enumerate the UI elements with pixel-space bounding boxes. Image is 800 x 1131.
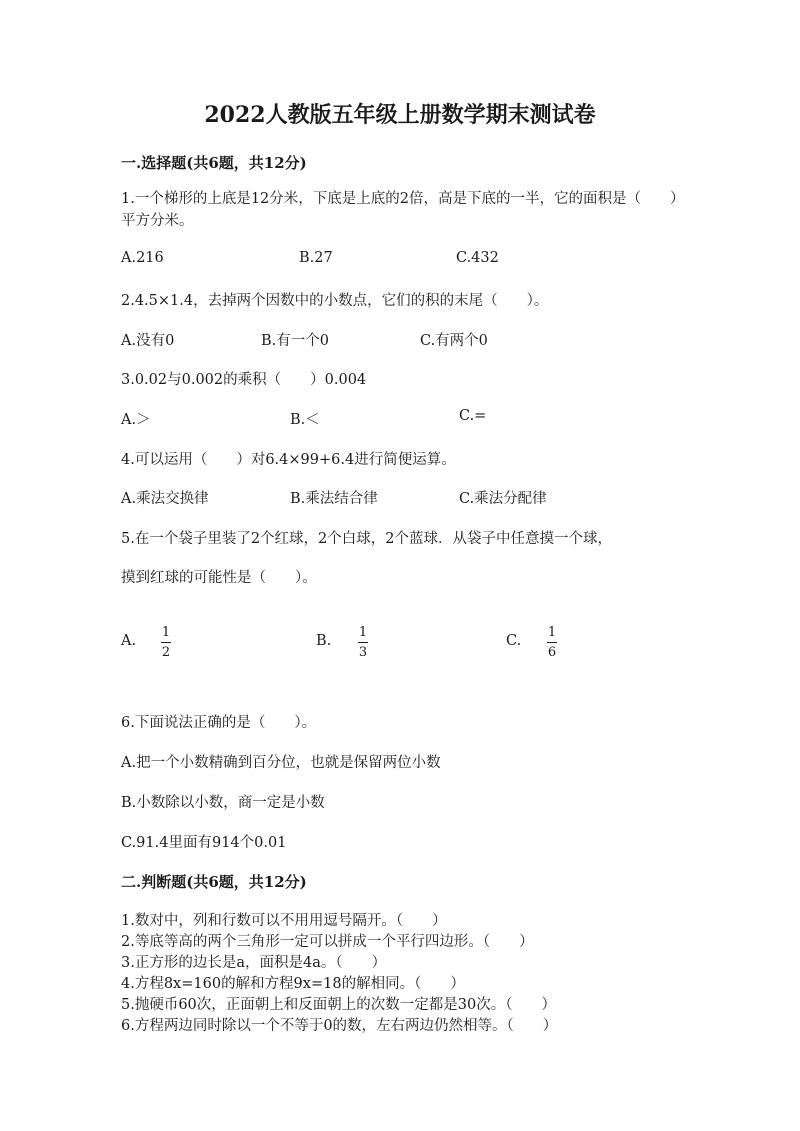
question-1-option-a[interactable]: A.216 (121, 250, 164, 266)
fraction-numerator: 1 (358, 625, 368, 640)
fraction-denominator: 6 (547, 645, 557, 660)
question-6-option-c[interactable]: C.91.4里面有914个0.01 (121, 835, 287, 851)
fraction-numerator: 1 (547, 625, 557, 640)
fraction-bar (161, 642, 171, 643)
option-label: B. (316, 633, 332, 649)
section-heading-choice: 一.选择题(共6题，共12分) (121, 154, 307, 172)
fraction-one-sixth (547, 626, 557, 659)
question-4-option-c[interactable]: C.乘法分配律 (459, 491, 547, 507)
question-5-option-a[interactable] (121, 633, 136, 649)
question-1-option-b[interactable]: B.27 (299, 250, 333, 266)
fraction-one-third (358, 626, 368, 659)
question-3-option-c[interactable]: C.= (459, 408, 487, 424)
question-4-text: 4.可以运用（ ）对6.4×99+6.4进行简便运算。 (121, 452, 456, 468)
question-1-text: 1.一个梯形的上底是12分米，下底是上底的2倍，高是下底的一半，它的面积是（ ）平方分米。 (121, 191, 685, 229)
question-6-option-a[interactable]: A.把一个小数精确到百分位，也就是保留两位小数 (121, 755, 441, 771)
question-6-text: 6.下面说法正确的是（ ）。 (121, 715, 317, 731)
fraction-numerator: 1 (161, 625, 171, 640)
question-4-option-b[interactable]: B.乘法结合律 (290, 491, 378, 507)
question-3-option-b[interactable]: B.＜ (290, 412, 320, 428)
page-title: 2022人教版五年级上册数学期末测试卷 (204, 102, 596, 128)
fraction-bar (547, 642, 557, 643)
question-2-option-a[interactable]: A.没有0 (121, 333, 175, 349)
judgement-item-3: 3.正方形的边长是a，面积是4a。（ ） (121, 955, 387, 971)
judgement-item-5: 5.抛硬币60次，正面朝上和反面朝上的次数一定都是30次。（ ） (121, 997, 556, 1013)
judgement-item-1: 1.数对中，列和行数可以不用用逗号隔开。（ ） (121, 913, 447, 929)
judgement-item-4: 4.方程8x=160的解和方程9x=18的解相同。（ ） (121, 976, 465, 992)
judgement-item-6: 6.方程两边同时除以一个不等于0的数，左右两边仍然相等。（ ） (121, 1018, 558, 1034)
question-6-option-b[interactable]: B.小数除以小数，商一定是小数 (121, 795, 325, 811)
fraction-denominator: 2 (161, 645, 171, 660)
question-2-text: 2.4.5×1.4，去掉两个因数中的小数点，它们的积的末尾（ ）。 (121, 293, 549, 309)
fraction-denominator: 3 (358, 645, 368, 660)
question-3-text: 3.0.02与0.002的乘积（ ）0.004 (121, 372, 367, 388)
judgement-item-2: 2.等底等高的两个三角形一定可以拼成一个平行四边形。（ ） (121, 934, 534, 950)
question-4-option-a[interactable]: A.乘法交换律 (121, 491, 209, 507)
fraction-one-half (161, 626, 171, 659)
question-5-text-line-1: 5.在一个袋子里装了2个红球，2个白球，2个蓝球．从袋子中任意摸一个球， (121, 531, 613, 547)
question-1-option-c[interactable]: C.432 (456, 250, 499, 266)
question-5-text-line-2: 摸到红球的可能性是（ ）。 (121, 570, 317, 586)
option-label: C. (506, 633, 522, 649)
question-3-option-a[interactable]: A.＞ (121, 412, 151, 428)
question-5-option-b[interactable] (316, 633, 331, 649)
option-label: A. (121, 633, 137, 649)
question-2-option-b[interactable]: B.有一个0 (261, 333, 329, 349)
fraction-bar (358, 642, 368, 643)
question-2-option-c[interactable]: C.有两个0 (420, 333, 488, 349)
section-heading-true-false: 二.判断题(共6题，共12分) (121, 873, 307, 891)
question-5-option-c[interactable] (506, 633, 521, 649)
